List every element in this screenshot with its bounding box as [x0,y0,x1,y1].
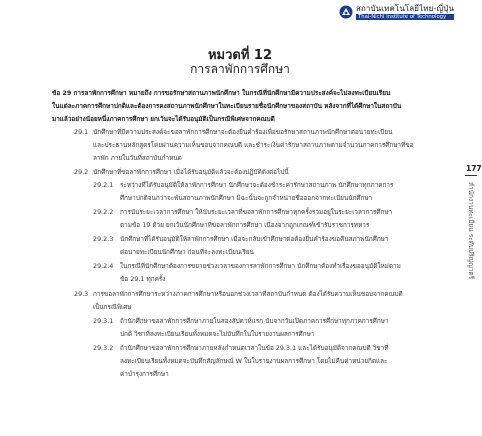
subclause-text-line: ศึกษาปกติจนกว่าจะพ้นสถานภาพนักศึกษา มิฉะนั้นจะถูกจำหน่ายชื่อออกจากทะเบียนนักศึกษา [120,194,373,202]
subclause-number: 29.2.3 [93,235,114,243]
institute-logo [339,4,454,20]
clause-text-line: นักศึกษาที่มีความประสงค์จะขอลาพักการศึกษาจะต้องยื่นคำร้องเพื่อขอรักษาสถานภาพนักศึกษาต่อนายทะเบียน [93,128,393,136]
chapter-number: หมวดที่ 12 [207,48,273,63]
clause-text-line: นักศึกษาที่ขอลาพักการศึกษา เมื่อได้รับอนุมัติแล้วจะต้องปฏิบัติดังต่อไปนี้ [93,168,289,176]
article-intro-line-2: ในแต่ละภาคการศึกษาปกติและต้องการคงสถานภาพนักศึกษาในทะเบียนรายชื่อนักศึกษาของสถาบัน หลังจากที่ได้ศึกษาในสถาบัน [52,102,402,110]
institute-emblem-icon [339,5,353,19]
subclause-text-line: นักศึกษาที่ได้รับอนุมัติให้ลาพักการศึกษา เมื่อจะกลับเข้าศึกษาต่อต้องยื่นคำร้องขอคืนสภาพนักศึกษา [120,235,389,243]
subclause-text-line: ระหว่างที่ได้รับอนุมัติให้ลาพักการศึกษา นักศึกษาจะต้องชำระค่ารักษาสถานภาพ นักศึกษาทุกภาคการ [120,181,394,189]
subclause-number: 29.3.1 [93,317,114,325]
subclause-text-line: ลงทะเบียนเรียนทั้งหมดจะบันทึกสัญลักษณ์ W ในใบรายงานผลการศึกษา โดยไม่คืนค่าหน่วยกิตและ [120,357,388,365]
subclause-text-line: ปกติ วิชาที่ลงทะเบียนเรียนทั้งหมดจะไม่บันทึกในใบรายงานผลการศึกษา [120,330,315,338]
side-divider [465,175,477,176]
clause-text-line: และประธานหลักสูตรโดยผ่านความเห็นชอบจากคณบดี และชำระเงินค่ารักษาสถานภาพตามจำนวนภาคการศึกษาที่ขอ [93,141,414,149]
subclause-text-line: การนับระยะเวลาการศึกษา ให้นับระยะเวลาที่ขอลาพักการศึกษาทุกครั้งรวมอยู่ในระยะเวลาการศึกษา [120,208,393,216]
subclause-text-line: ต่อนายทะเบียนนักศึกษา ก่อนที่จะลงทะเบียนเรียน [120,248,254,256]
clause-text-line: เป็นกรณีพิเศษ [93,303,132,311]
clause-number: 29.2 [74,168,89,176]
subclause-number: 29.2.2 [93,208,114,216]
subclause-number: 29.2.1 [93,181,114,189]
page-number: 177 [466,164,482,173]
subclause-text-line: ถ้านักศึกษาขอลาพักการศึกษาภายในสองสัปดาห์แรก นับจากวันเปิดภาคการศึกษาทุกภาคการศึกษา [120,317,389,325]
chapter-title: การลาพักการศึกษา [190,62,290,76]
article-intro-line-1: ข้อ 29 การลาพักการศึกษา หมายถึง การขอรักษาสถานภาพนักศึกษา ในกรณีที่นักศึกษามีความประสงค์จะไม่ลงทะเบียนเรียน [52,89,391,97]
side-section-label: สำนักงานทะเบียน ระดับปริญญาตรี [467,182,475,280]
subclause-text-line: ในกรณีที่นักศึกษาต้องการขยายช่วงเวลาของการลาพักการศึกษา นักศึกษาต้องทำเรื่องขออนุมัติใหม่ตาม [120,262,401,270]
subclause-text-line: ตามข้อ 19 ด้วย ยกเว้นนักศึกษาที่ขอลาพักการศึกษา เนื่องจากถูกเกณฑ์เข้ารับราชการทหาร [120,221,370,229]
subclause-text-line: ข้อ 29.1 ทุกครั้ง [120,275,166,283]
article-intro-line-3: มาแล้วอย่างน้อยหนึ่งภาคการศึกษา ยกเว้นจะได้รับอนุมัติเป็นกรณีพิเศษจากคณบดี [52,115,275,123]
subclause-text-line: ถ้านักศึกษาขอลาพักการศึกษาภายหลังกำหนดเวลาในข้อ 29.3.1 และได้รับอนุมัติจากคณบดี วิชาที่ [120,344,389,352]
logo-english-name: Thai-Nichi Institute of Technology [356,14,454,20]
clause-text-line: การขอลาพักการศึกษาระหว่างภาคการศึกษาหรือนอกช่วงเวลาที่สถาบันกำหนด ต้องได้รับความเห็นชอบจากคณบดี [93,290,403,298]
logo-thai-name: สถาบันเทคโนโลยีไทย-ญี่ปุ่น [356,4,455,13]
subclause-number: 29.2.4 [93,262,114,270]
subclause-text-line: ค่าบำรุงการศึกษา [120,370,169,378]
clause-number: 29.3 [74,290,89,298]
clause-number: 29.1 [74,128,89,136]
clause-text-line: ลาพัก ภายในวันที่สถาบันกำหนด [93,154,182,162]
subclause-number: 29.3.2 [93,344,114,352]
